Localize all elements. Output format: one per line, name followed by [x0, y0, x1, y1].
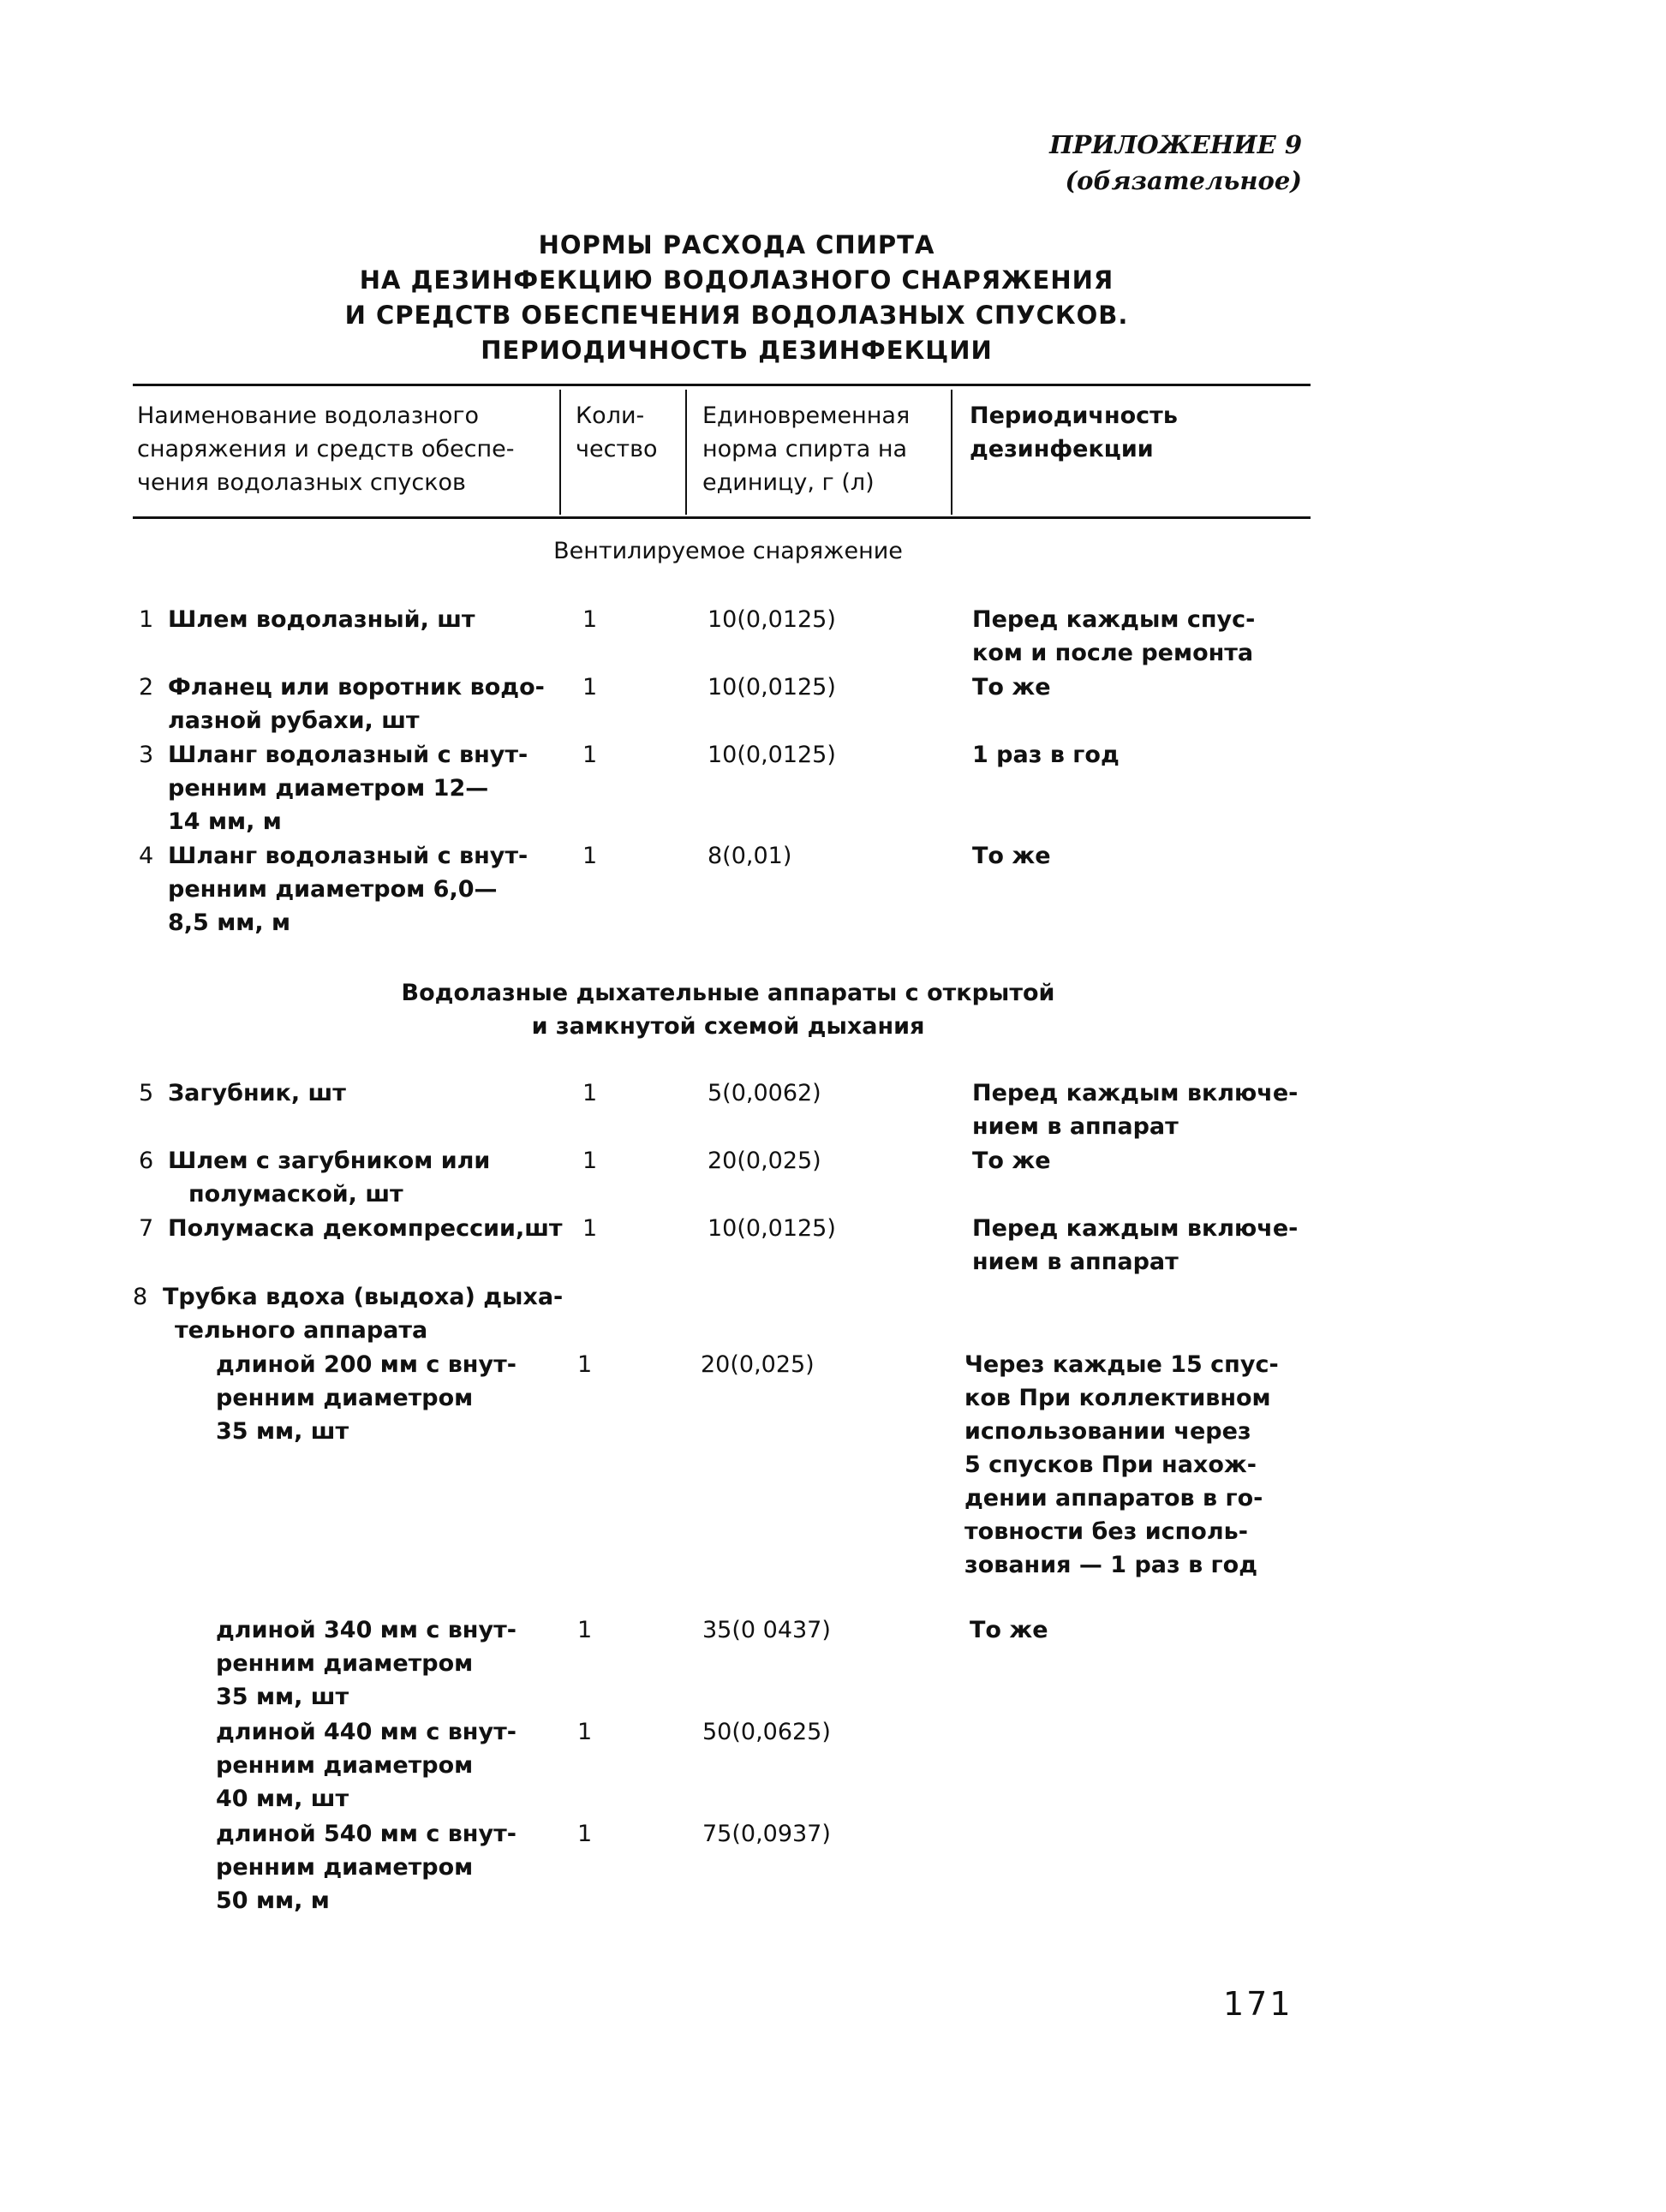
document-title: [308, 228, 1165, 368]
row-quantity: 1: [582, 1080, 598, 1106]
row-name: Трубка вдоха (выдоха) дыха- тельного аппарата: [163, 1284, 564, 1344]
row-number: 8: [133, 1284, 148, 1310]
row-norm: 50(0,0625): [702, 1719, 831, 1745]
row-quantity: 1: [582, 606, 598, 633]
row-number: 3: [139, 742, 154, 768]
row-period: 1 раз в год: [972, 742, 1120, 768]
row-number: 5: [139, 1080, 154, 1106]
header-name: Наименование водолазного снаряжения и средств обеспе- чения водолазных спусков: [137, 402, 515, 496]
row-name: Полумаска декомпрессии,шт: [168, 1215, 563, 1242]
row-number: 6: [139, 1148, 154, 1174]
header-divider: [951, 390, 952, 515]
appendix-label: [1049, 127, 1302, 199]
row-quantity: 1: [582, 1148, 598, 1174]
row-name: Загубник, шт: [168, 1080, 346, 1106]
row-norm: 5(0,0062): [708, 1080, 821, 1106]
row-name: длиной 440 мм с внут- ренним диаметром 40 мм, шт: [216, 1719, 517, 1812]
row-period: Перед каждым включе- нием в аппарат: [972, 1080, 1299, 1140]
row-quantity: 1: [577, 1617, 593, 1643]
row-period: Перед каждым включе- нием в аппарат: [972, 1215, 1299, 1275]
row-quantity: 1: [582, 674, 598, 701]
appendix-status: (обязательное): [1065, 166, 1302, 195]
row-name: Фланец или воротник водо- лазной рубахи, шт: [168, 674, 545, 734]
header-quantity: Коли- чество: [576, 402, 658, 462]
header-divider: [559, 390, 561, 515]
row-norm: 20(0,025): [701, 1351, 815, 1378]
row-period: То же: [970, 1617, 1048, 1643]
row-period: То же: [972, 843, 1051, 869]
row-name: Шланг водолазный с внут- ренним диаметром 12— 14 мм, м: [168, 742, 528, 835]
title-line: НА ДЕЗИНФЕКЦИЮ ВОДОЛАЗНОГО СНАРЯЖЕНИЯ: [359, 265, 1114, 295]
row-name: длиной 200 мм с внут- ренним диаметром 35 мм, шт: [216, 1351, 517, 1445]
row-period: Через каждые 15 спус- ков При коллективном использовании через 5 спусков При нахож- дении аппаратов в го- товности без исполь- зования — 1 раз в год: [964, 1351, 1279, 1578]
table-header-bottom-rule: [133, 516, 1311, 519]
row-name: Шланг водолазный с внут- ренним диаметром 6,0— 8,5 мм, м: [168, 843, 528, 936]
row-number: 4: [139, 843, 154, 869]
row-number: 1: [139, 606, 154, 633]
row-quantity: 1: [577, 1821, 593, 1847]
row-name: длиной 540 мм с внут- ренним диаметром 50 мм, м: [216, 1821, 517, 1914]
header-period: Периодичность дезинфекции: [970, 402, 1178, 462]
row-period: То же: [972, 1148, 1051, 1174]
title-line: И СРЕДСТВ ОБЕСПЕЧЕНИЯ ВОДОЛАЗНЫХ СПУСКОВ.: [344, 301, 1129, 330]
row-quantity: 1: [577, 1719, 593, 1745]
row-period: Перед каждым спус- ком и после ремонта: [972, 606, 1256, 666]
row-period: То же: [972, 674, 1051, 701]
row-number: 2: [139, 674, 154, 701]
title-line: ПЕРИОДИЧНОСТЬ ДЕЗИНФЕКЦИИ: [481, 336, 993, 365]
row-norm: 20(0,025): [708, 1148, 821, 1174]
row-norm: 10(0,0125): [708, 606, 836, 633]
row-norm: 10(0,0125): [708, 742, 836, 768]
table-top-rule: [133, 384, 1311, 386]
row-name: Шлем с загубником или полумаской, шт: [168, 1148, 491, 1207]
header-divider: [685, 390, 687, 515]
row-norm: 10(0,0125): [708, 674, 836, 701]
row-quantity: 1: [577, 1351, 593, 1378]
header-norm: Единовременная норма спирта на единицу, г (л): [702, 402, 911, 496]
row-number: 7: [139, 1215, 154, 1242]
row-norm: 8(0,01): [708, 843, 792, 869]
page-number: 171: [1223, 1985, 1293, 2023]
title-line: НОРМЫ РАСХОДА СПИРТА: [538, 230, 935, 259]
row-name: длиной 340 мм с внут- ренним диаметром 35 мм, шт: [216, 1617, 517, 1710]
row-name: Шлем водолазный, шт: [168, 606, 475, 633]
appendix-number: ПРИЛОЖЕНИЕ 9: [1049, 130, 1302, 159]
section-title: Вентилируемое снаряжение: [553, 538, 903, 564]
row-quantity: 1: [582, 742, 598, 768]
row-norm: 35(0 0437): [702, 1617, 831, 1643]
row-quantity: 1: [582, 1215, 598, 1242]
row-quantity: 1: [582, 843, 598, 869]
row-norm: 75(0,0937): [702, 1821, 831, 1847]
row-norm: 10(0,0125): [708, 1215, 836, 1242]
section-title: Водолазные дыхательные аппараты с открытой и замкнутой схемой дыхания: [401, 980, 1055, 1040]
